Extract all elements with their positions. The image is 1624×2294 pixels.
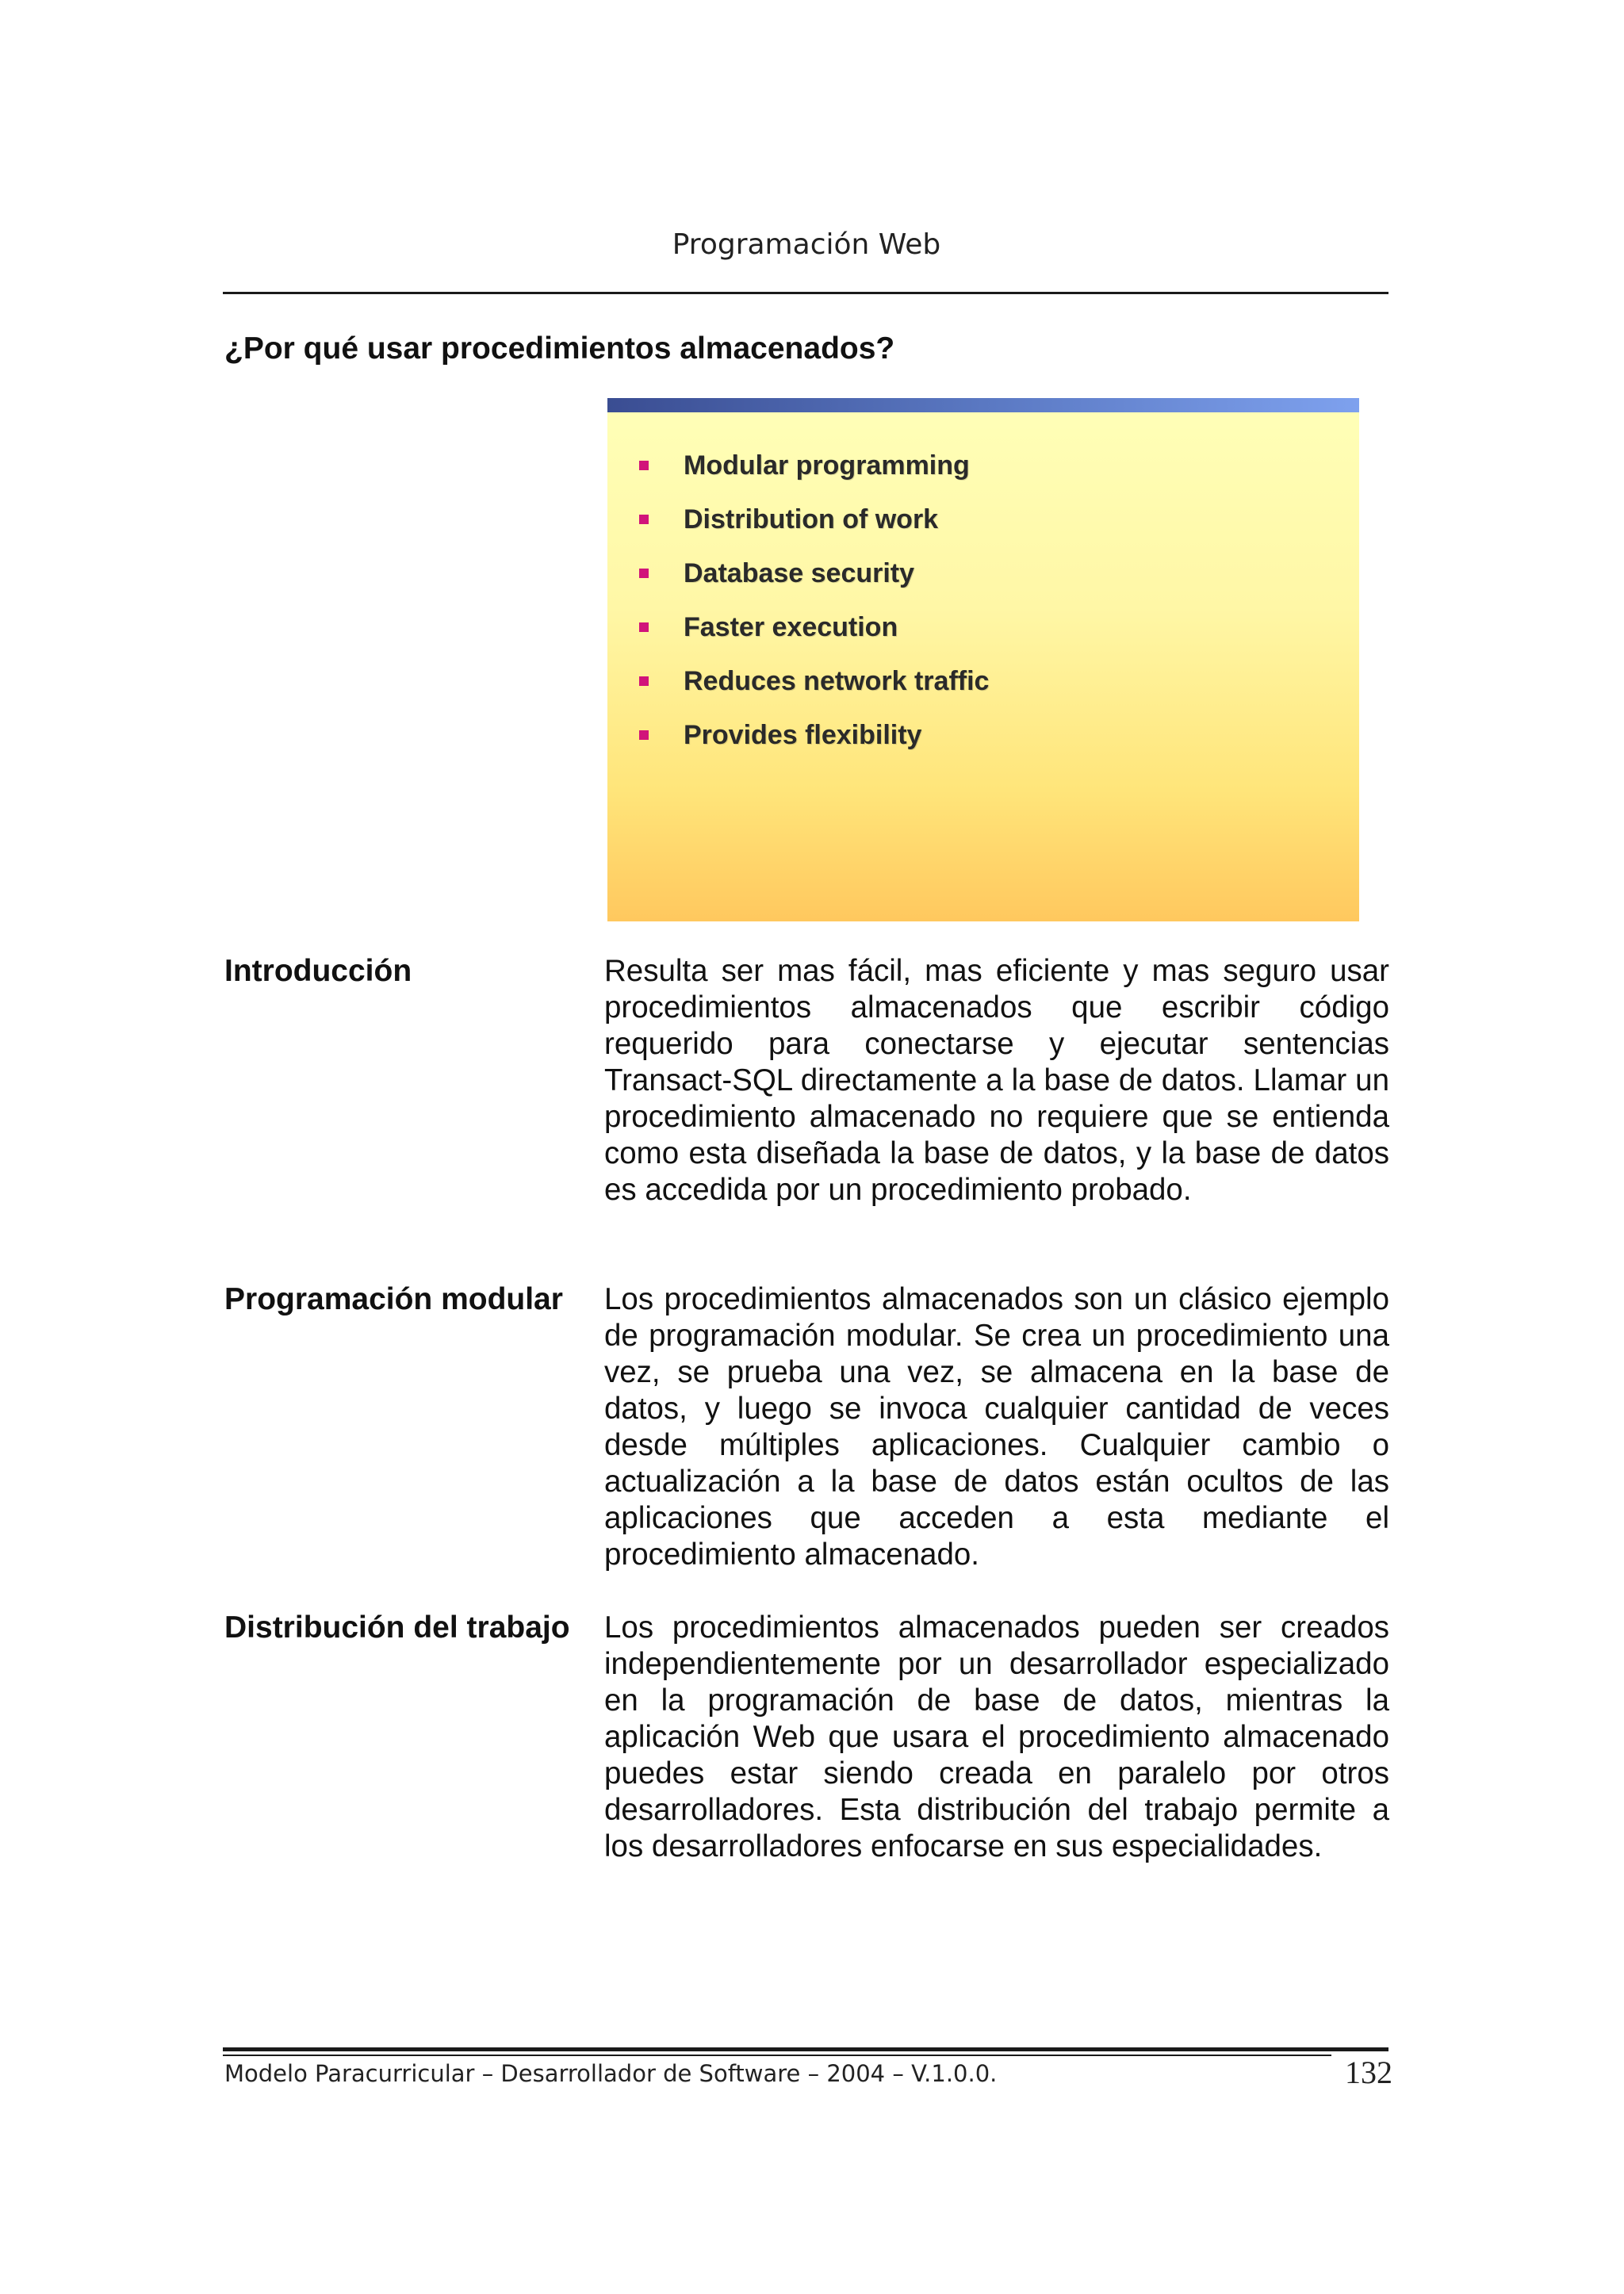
footer-divider (223, 2047, 1388, 2051)
bullet-square-icon (639, 676, 649, 686)
footer-text: Modelo Paracurricular – Desarrollador de Software – 2004 – V.1.0.0. (224, 2060, 998, 2087)
bullet-square-icon (639, 730, 649, 740)
footer-divider-thin (223, 2055, 1331, 2056)
slide-bullet-item (639, 555, 989, 609)
slide-bullet-item (639, 717, 989, 771)
paragraph-distribucion-del-trabajo: Los procedimientos almacenados pueden ser creados independientemente por un desarrollador especializado en la programación de base de datos, mientras la aplicación Web que usara el procedimiento almacenado puedes estar siendo creada en paralelo por otros desarrolladores. Esta distribución del trabajo permite a los desarrolladores enfocarse en sus especialidades. (604, 1610, 1389, 1863)
page-number: 132 (1345, 2055, 1392, 2090)
slide-bullet-item (639, 663, 989, 717)
slide-bullet-text: Modular programming (684, 450, 970, 481)
paragraph-programacion-modular: Los procedimientos almacenados son un clásico ejemplo de programación modular. Se crea un procedimiento una vez, se prueba una vez, se almacena en la base de datos, y luego se invoca cualquier cantidad de veces desde múltiples aplicaciones. Cualquier cambio o actualización a la base de datos están ocultos de las aplicaciones que acceden a esta mediante el procedimiento almacenado. (604, 1282, 1389, 1572)
slide-bullet-text: Faster execution (684, 612, 898, 642)
header-divider (223, 292, 1388, 294)
slide-bullet-text: Provides flexibility (684, 720, 922, 750)
slide-image (607, 398, 1359, 921)
bullet-square-icon (639, 622, 649, 632)
paragraph-introduccion: Resulta ser mas fácil, mas eficiente y mas seguro usar procedimientos almacenados que escribir código requerido para conectarse y ejecutar sentencias Transact-SQL directamente a la base de datos. Llamar un procedimiento almacenado no requiere que se entienda como esta diseñada la base de datos, y la base de datos es accedida por un procedimiento probado. (604, 954, 1389, 1207)
slide-bullet-item (639, 609, 989, 663)
term-distribucion-del-trabajo: Distribución del trabajo (224, 1610, 570, 1645)
slide-bullet-text: Database security (684, 558, 915, 588)
bullet-square-icon (639, 515, 649, 524)
slide-bullet-item (639, 501, 989, 555)
slide-top-bar (607, 398, 1359, 412)
section-heading: ¿Por qué usar procedimientos almacenados? (224, 331, 895, 366)
term-introduccion: Introducción (224, 954, 412, 988)
term-programacion-modular: Programación modular (224, 1282, 563, 1316)
slide-bullet-text: Reduces network traffic (684, 666, 990, 696)
running-header: Programación Web (672, 228, 941, 261)
slide-bullet-list (639, 447, 989, 771)
bullet-square-icon (639, 461, 649, 470)
slide-bullet-text: Distribution of work (684, 504, 939, 534)
bullet-square-icon (639, 569, 649, 578)
slide-bullet-item (639, 447, 989, 501)
